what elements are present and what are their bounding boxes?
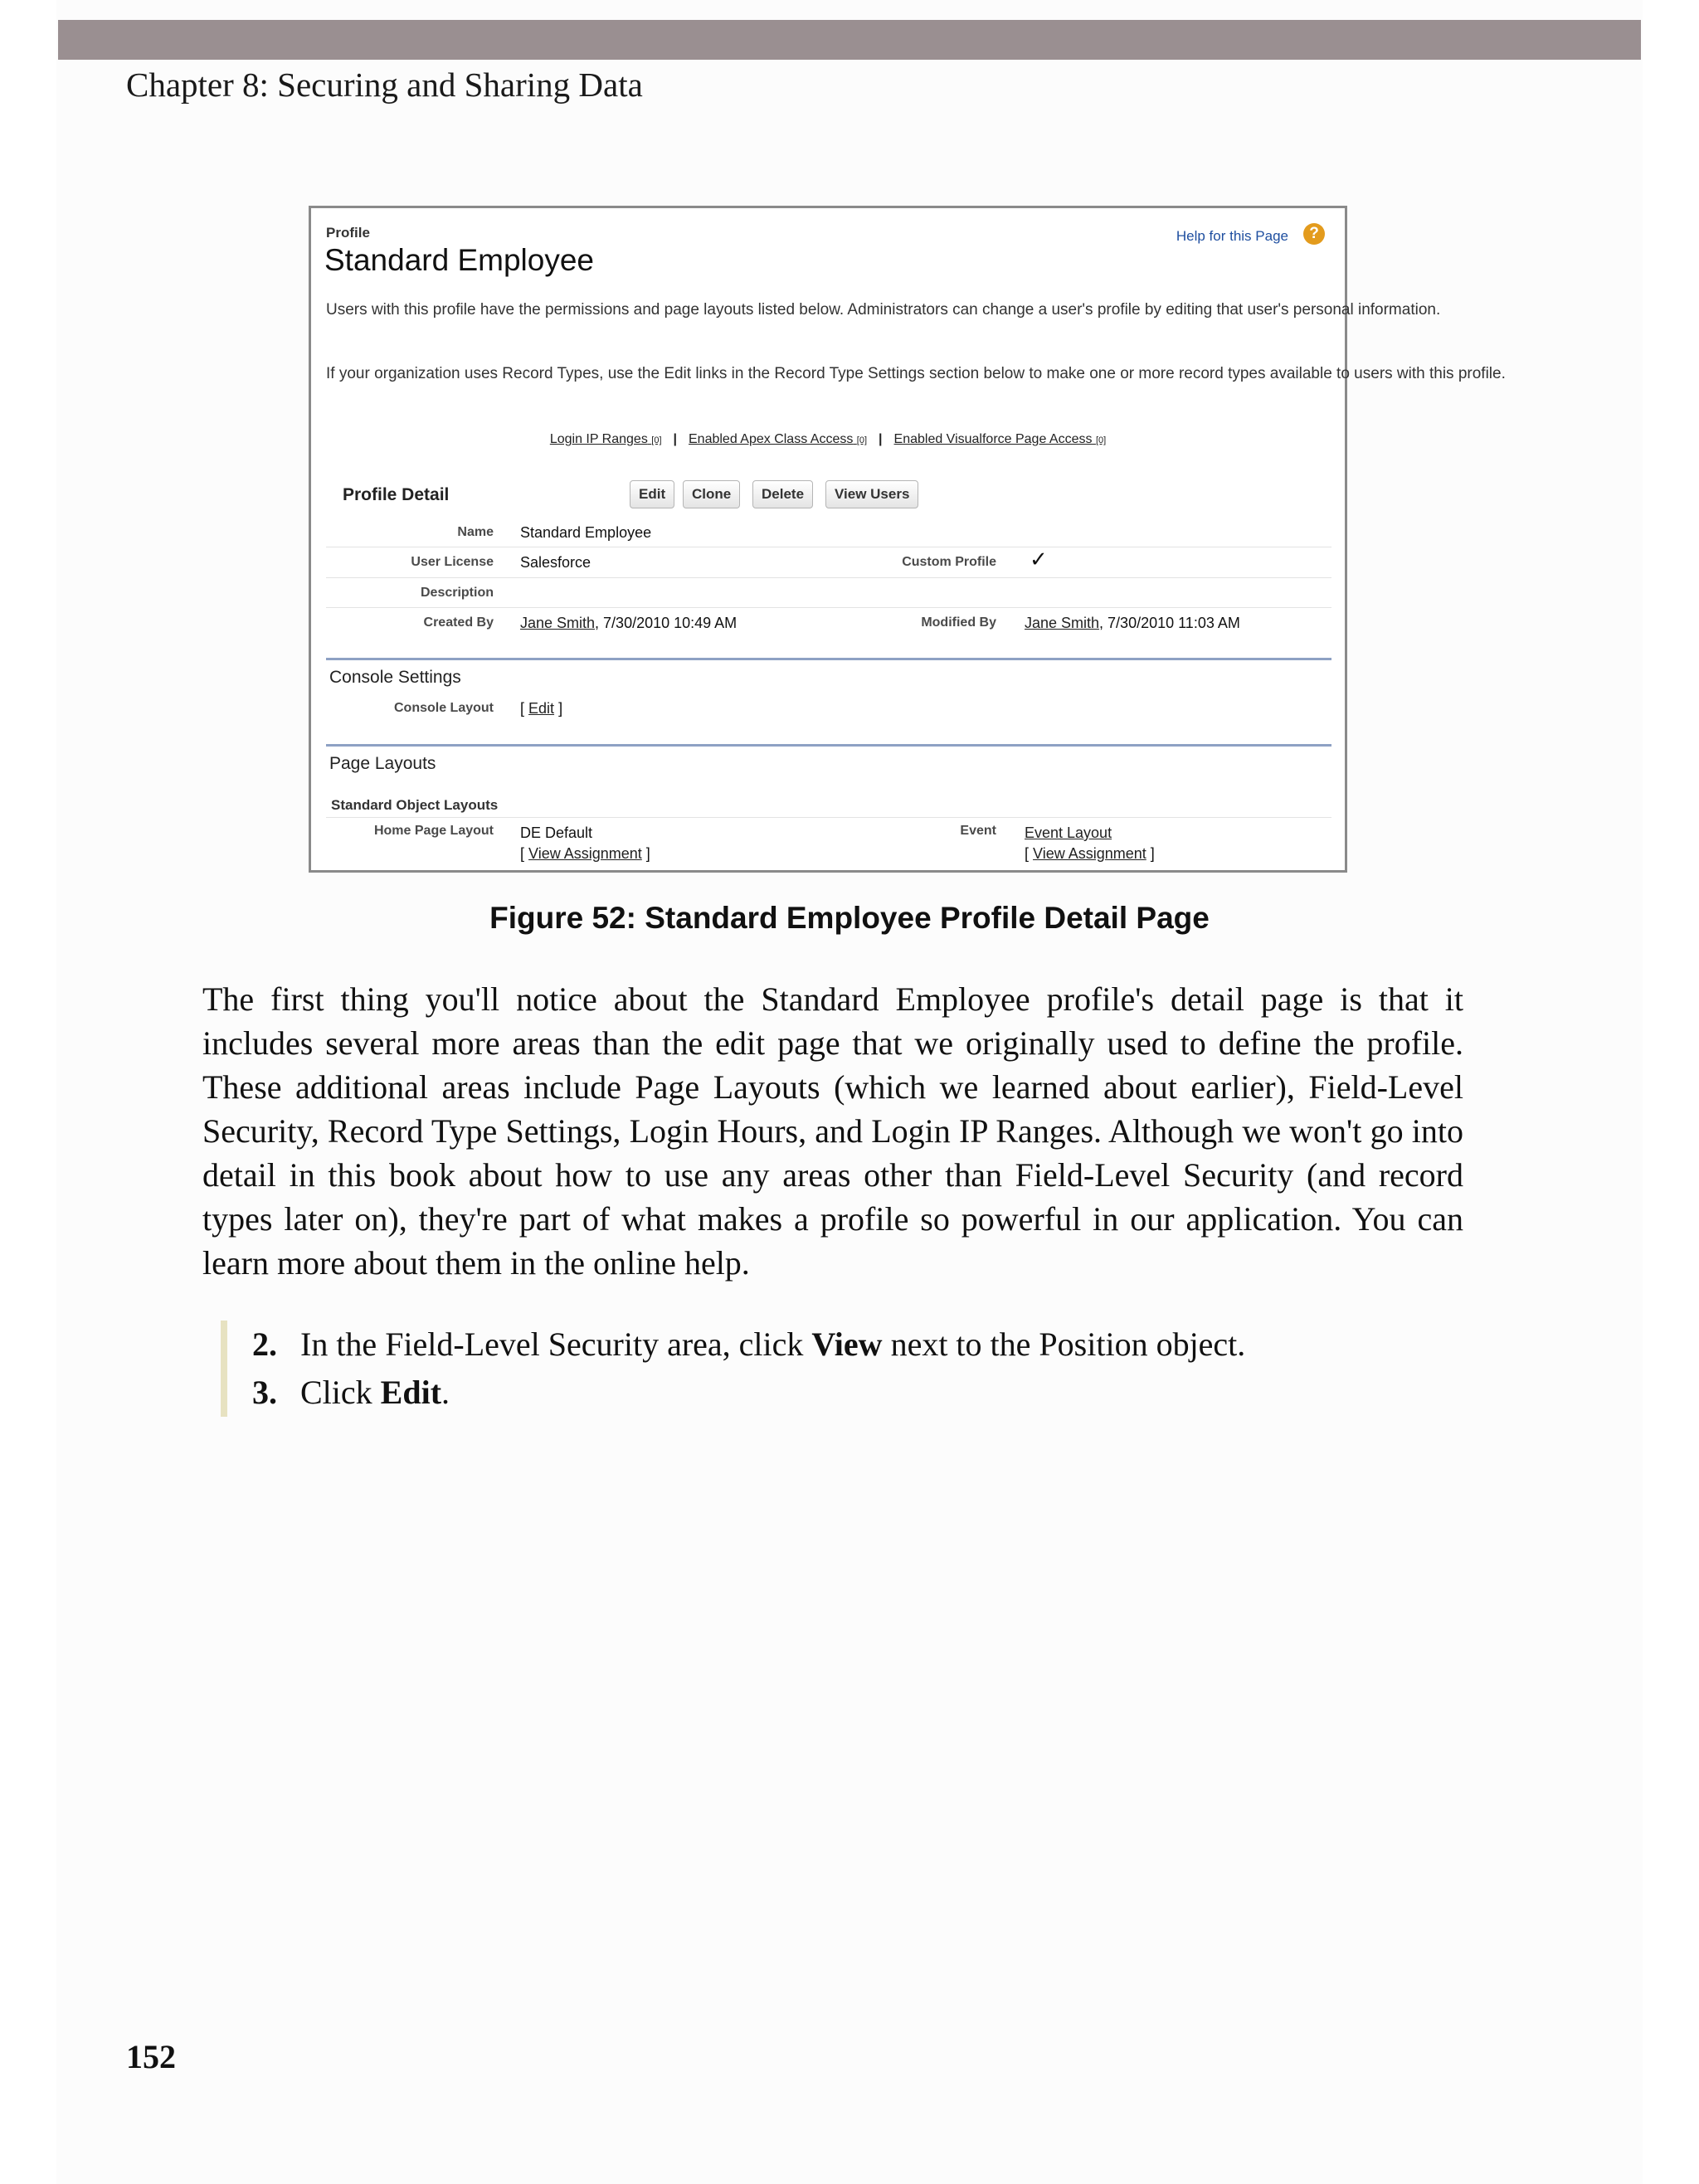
link-login-ip-ranges[interactable]: Login IP Ranges [0] [549, 432, 662, 446]
step-item: 3. Click Edit. [252, 1374, 450, 1411]
link-separator: | [879, 432, 883, 446]
home-page-layout-label: Home Page Layout [373, 824, 494, 838]
page-layouts-heading: Page Layouts [329, 754, 436, 773]
edit-button[interactable]: Edit [630, 480, 674, 508]
created-by-user-link[interactable]: Jane Smith [520, 615, 596, 631]
created-by-value: Jane Smith, 7/30/2010 10:49 AM [520, 615, 738, 631]
section-rule [326, 744, 1331, 747]
name-value: Standard Employee [520, 524, 652, 541]
view-users-button[interactable]: View Users [825, 480, 918, 508]
row-divider [326, 607, 1331, 608]
event-label: Event [960, 824, 996, 838]
name-label: Name [457, 525, 494, 539]
chapter-title: Chapter 8: Securing and Sharing Data [126, 66, 643, 104]
console-settings-heading: Console Settings [329, 668, 461, 687]
profile-title: Standard Employee [324, 243, 594, 277]
header-bar [58, 20, 1641, 60]
help-link[interactable]: Help for this Page [1176, 228, 1288, 244]
row-divider [326, 577, 1331, 578]
event-view-assignment-link[interactable]: View Assignment [1033, 845, 1146, 862]
step-item: 2. In the Field-Level Security area, click View next to the Position object. [252, 1325, 1246, 1363]
home-view-assignment-link[interactable]: View Assignment [528, 845, 642, 862]
intro-paragraph: Users with this profile have the permissions and page layouts listed below. Administrators can change a user's profile by editing that user's personal information. [326, 301, 1441, 319]
standard-object-layouts-heading: Standard Object Layouts [331, 797, 499, 813]
modified-by-label: Modified By [921, 615, 996, 630]
user-license-label: User License [411, 555, 494, 569]
page-number: 152 [126, 2038, 176, 2075]
home-page-layout-value: DE Default [ View Assignment ] [520, 824, 650, 862]
custom-profile-label: Custom Profile [902, 555, 996, 569]
step-list [221, 1321, 1497, 1417]
record-types-paragraph: If your organization uses Record Types, use the Edit links in the Record Type Settings section below to make one or more record types available to users with this profile. [326, 365, 1506, 382]
section-rule [326, 658, 1331, 660]
modified-by-value: Jane Smith, 7/30/2010 11:03 AM [1025, 615, 1240, 631]
help-icon[interactable]: ? [1303, 223, 1325, 245]
profile-kicker: Profile [326, 225, 370, 241]
clone-button[interactable]: Clone [683, 480, 740, 508]
delete-button[interactable]: Delete [752, 480, 813, 508]
created-by-label: Created By [423, 615, 494, 630]
console-layout-value: [ Edit ] [520, 700, 563, 717]
event-layout-value: Event Layout [ View Assignment ] [1025, 824, 1155, 862]
console-edit-link[interactable]: Edit [528, 700, 555, 717]
description-label: Description [420, 586, 494, 600]
profile-detail-heading: Profile Detail [343, 485, 450, 504]
row-divider [326, 817, 1331, 818]
figure-caption: Figure 52: Standard Employee Profile Detail Page [489, 901, 1210, 935]
link-apex-class-access[interactable]: Enabled Apex Class Access [0] [689, 432, 868, 446]
link-separator: | [673, 432, 677, 446]
checkmark-icon: ✓ [1030, 547, 1048, 572]
modified-by-user-link[interactable]: Jane Smith [1025, 615, 1100, 631]
console-layout-label: Console Layout [393, 701, 494, 715]
profile-screenshot [309, 206, 1506, 873]
event-layout-link[interactable]: Event Layout [1025, 824, 1112, 841]
link-visualforce-page-access[interactable]: Enabled Visualforce Page Access [0] [893, 432, 1107, 446]
related-links [311, 432, 1345, 447]
user-license-value: Salesforce [520, 554, 591, 571]
body-paragraph: The first thing you'll notice about the Standard Employee profile's detail page is that it includes several more areas than the edit page that we originally used to define the profile. These additional areas include Page Layouts (which we learned about earlier), Field-Level Security, Record Type Settings, Login Hours, and Login IP Ranges. Although we won't go into detail in this book about how to use any areas other than Field-Level Security (and record types later on), they're part of what makes a profile so powerful in our application. You can learn more about them in the online help. [202, 980, 1463, 1282]
